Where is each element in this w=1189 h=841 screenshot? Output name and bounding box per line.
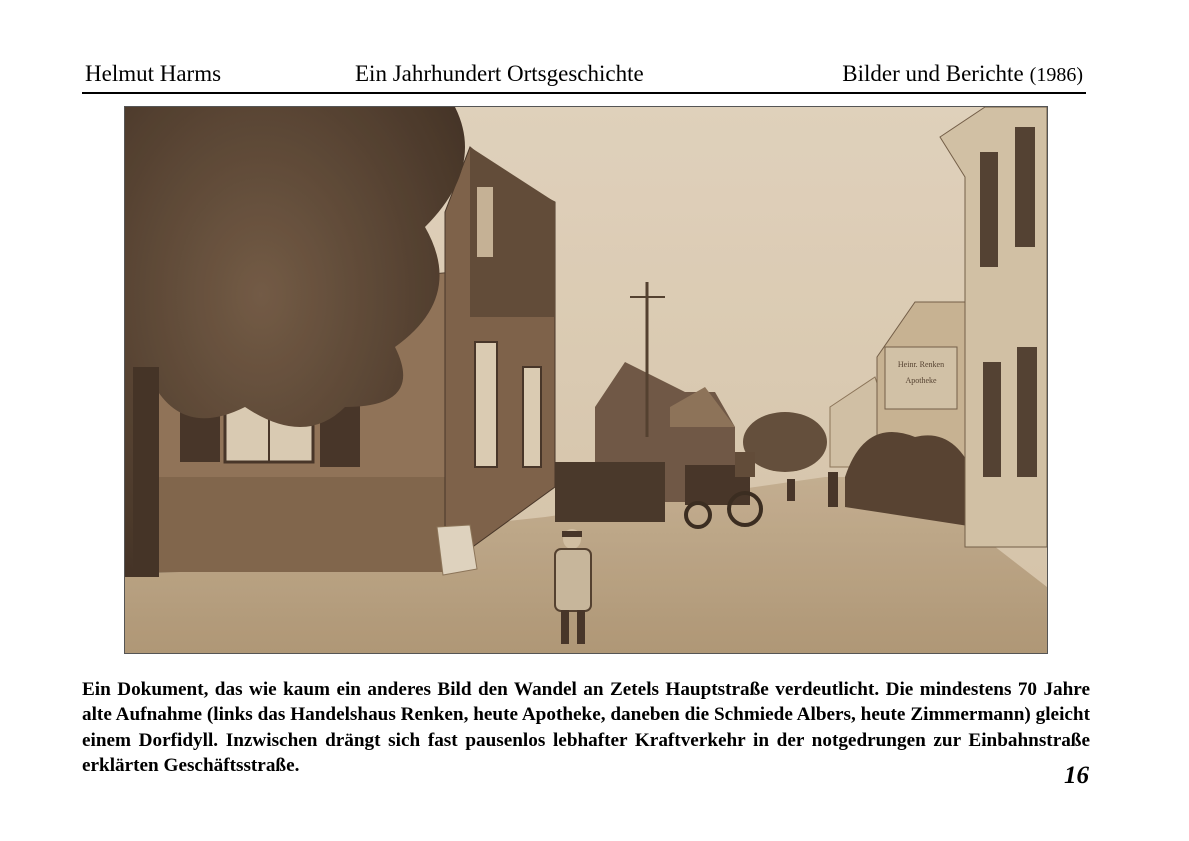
header-book-title: Ein Jahrhundert Ortsgeschichte xyxy=(355,61,644,86)
header-author: Helmut Harms xyxy=(85,61,222,86)
header-series-label: Bilder und Berichte xyxy=(842,61,1024,86)
photo-caption: Ein Dokument, das wie kaum ein anderes Bild den Wandel an Zetels Hauptstraße verdeutlicht. Die mindestens 70 Jahre alte Aufnahme (links das Handelshaus Renken, heute Apotheke, daneben die Schmiede Albers, heute Zimmermann) gleicht einem Dorfidyll. Inzwischen drängt sich fast pausenlos lebhafter Kraftverkehr in der notgedrungen zur Einbahnstraße erklärten Geschäftsstraße. xyxy=(82,679,1090,776)
street-scene-illustration xyxy=(125,107,1047,653)
shop-sign-line-1: Heinr. Renken xyxy=(897,360,945,369)
header-year: (1986) xyxy=(1029,64,1083,86)
header-series xyxy=(842,60,1083,89)
historic-street-photo xyxy=(124,106,1048,654)
page-header xyxy=(82,58,1086,94)
shop-sign-line-2: Apotheke xyxy=(905,376,937,385)
page-number: 16 xyxy=(1064,762,1089,789)
